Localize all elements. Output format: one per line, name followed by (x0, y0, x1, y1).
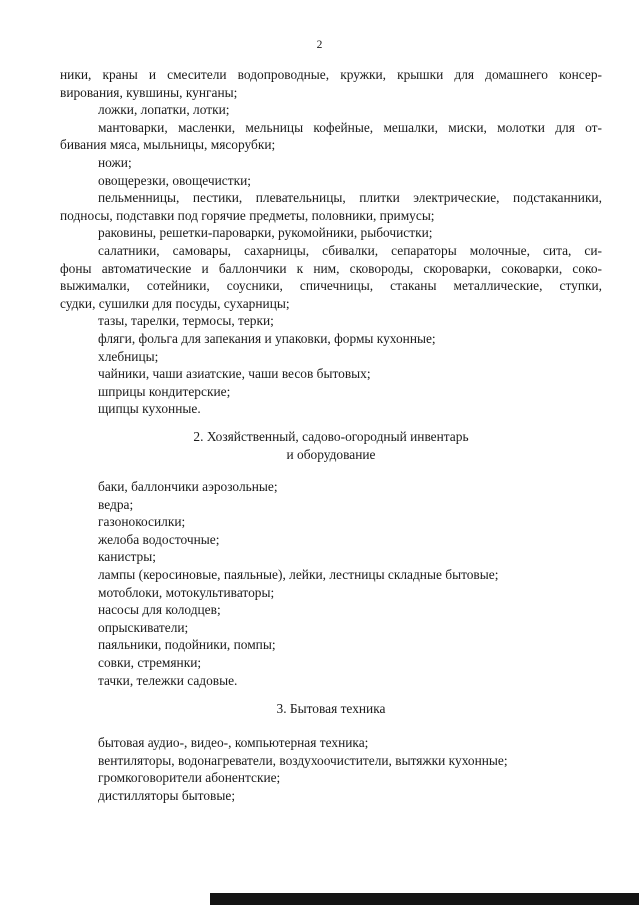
list-item: мотоблоки, мотокультиваторы; (98, 584, 275, 600)
list-line: вирования, кувшины, кунганы; (60, 84, 238, 100)
list-item: щипцы кухонные. (98, 401, 201, 417)
list-item: дистилляторы бытовые; (98, 787, 236, 803)
list-line: ники, краны и смесители водопроводные, кружки, крышки для домашнего консер- (60, 67, 602, 82)
list-item: ножи; (98, 154, 132, 170)
list-item: громкоговорители абонентские; (98, 770, 281, 786)
list-item: баки, баллончики аэрозольные; (98, 479, 278, 494)
section-2-heading (60, 428, 602, 463)
list-item: хлебницы; (98, 348, 159, 364)
section-2-heading-line-1: 2. Хозяйственный, садово-огородный инвентарь (193, 429, 469, 444)
list-item: газонокосилки; (98, 514, 186, 530)
list-item: чайники, чаши азиатские, чаши весов бытовых; (98, 366, 371, 382)
list-line: подносы, подставки под горячие предметы, половники, примусы; (60, 207, 435, 223)
section-2-list (60, 478, 602, 689)
list-item: канистры; (98, 549, 156, 565)
list-item: шприцы кондитерские; (98, 383, 231, 399)
section-1-list (60, 66, 602, 418)
list-item: раковины, решетки-пароварки, рукомойники, рыбочистки; (98, 225, 433, 241)
list-item: мантоварки, масленки, мельницы кофейные, мешалки, миски, молотки для от- (98, 119, 602, 135)
list-line: выжималки, сотейники, соусники, спичечницы, стаканы металлические, ступки, (60, 278, 602, 294)
list-item: тачки, тележки садовые. (98, 672, 238, 688)
section-3-list (60, 734, 602, 804)
list-line: судки, сушилки для посуды, сухарницы; (60, 295, 290, 311)
list-item: насосы для колодцев; (98, 602, 221, 618)
list-item: бытовая аудио-, видео-, компьютерная техника; (98, 735, 369, 750)
list-item: фляги, фольга для запекания и упаковки, формы кухонные; (98, 330, 436, 346)
list-item: вентиляторы, водонагреватели, воздухоочистители, вытяжки кухонные; (98, 752, 508, 768)
list-item: пельменницы, пестики, плевательницы, плитки электрические, подстаканники, (98, 190, 602, 206)
list-item: совки, стремянки; (98, 654, 202, 670)
list-item: овощерезки, овощечистки; (98, 172, 251, 188)
page-number: 2 (316, 39, 323, 51)
list-item: салатники, самовары, сахарницы, сбивалки, сепараторы молочные, сита, си- (98, 242, 602, 258)
scan-edge-artifact (210, 893, 639, 905)
list-item: опрыскиватели; (98, 619, 189, 635)
list-item: лампы (керосиновые, паяльные), лейки, лестницы складные бытовые; (98, 566, 499, 582)
list-item: паяльники, подойники, помпы; (98, 637, 276, 653)
list-item: ложки, лопатки, лотки; (98, 102, 230, 118)
section-2-heading-line-2: и оборудование (286, 446, 376, 462)
section-3-heading-text: 3. Бытовая техника (276, 701, 386, 716)
list-line: фоны автоматические и баллончики к ним, сковороды, скороварки, соковарки, соко- (60, 260, 602, 276)
section-3-heading (60, 700, 602, 718)
list-item: ведра; (98, 496, 134, 512)
list-line: бивания мяса, мыльницы, мясорубки; (60, 137, 276, 153)
list-item: тазы, тарелки, термосы, терки; (98, 313, 274, 329)
list-item: желоба водосточные; (98, 531, 220, 547)
